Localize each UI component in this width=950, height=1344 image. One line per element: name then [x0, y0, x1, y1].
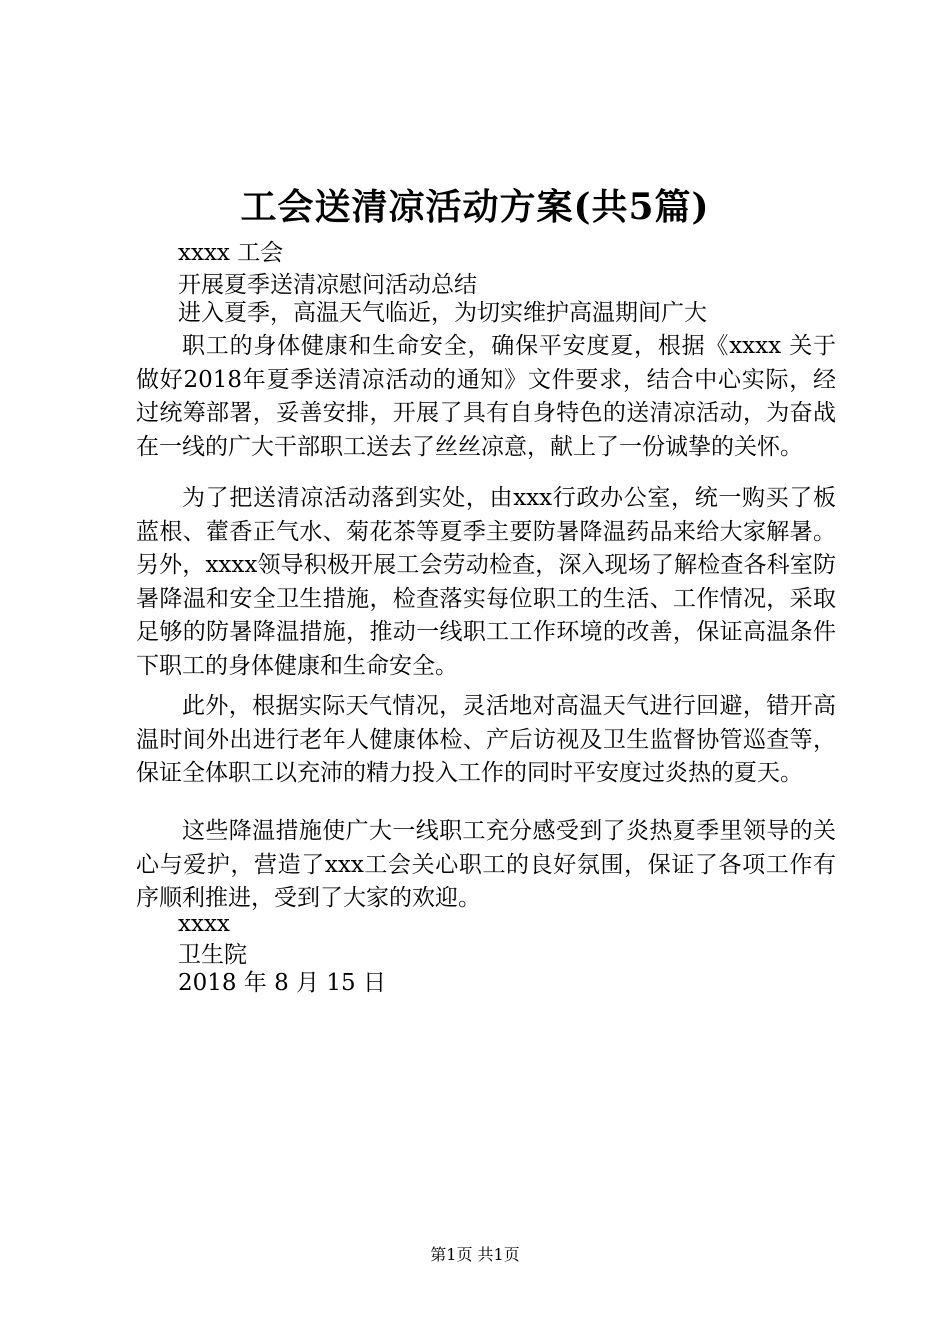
subject-line: 开展夏季送清凉慰问活动总结	[178, 272, 477, 298]
body-paragraph-1: 职工的身体健康和生命安全，确保平安度夏，根据《xxxx 关于做好2018年夏季送清凉活动的通知》文件要求，结合中心实际，经过统筹部署，妥善安排，开展了具有自身特色的送清凉活动，为奋战在一线的广大干部职工送去了丝丝凉意，献上了一份诚挚的关怀。	[136, 333, 836, 460]
intro-line: 进入夏季，高温天气临近，为切实维护高温期间广大	[178, 300, 707, 326]
page-footer: 第1页 共1页	[430, 1245, 520, 1264]
signature-org-line-1: xxxx	[178, 911, 230, 937]
body-paragraph-2: 为了把送清凉活动落到实处，由xxx行政办公室，统一购买了板蓝根、藿香正气水、菊花茶等夏季主要防暑降温药品来给大家解暑。另外，xxxx领导积极开展工会劳动检查，深入现场了解检查各科室防暑降温和安全卫生措施，检查落实每位职工的生活、工作情况，采取足够的防暑降温措施，推动一线职工工作环境的改善，保证高温条件下职工的身体健康和生命安全。	[136, 485, 836, 679]
org-line: xxxx 工会	[178, 240, 284, 266]
document-title: 工会送清凉活动方案(共5篇)	[240, 186, 710, 228]
signature-org-line-2: 卫生院	[178, 942, 247, 968]
signature-date: 2018 年 8 月 15 日	[178, 970, 386, 996]
body-paragraph-4: 这些降温措施使广大一线职工充分感受到了炎热夏季里领导的关心与爱护，营造了xxx工会关心职工的良好氛围，保证了各项工作有序顺利推进，受到了大家的欢迎。	[136, 818, 836, 912]
body-paragraph-3: 此外，根据实际天气情况，灵活地对高温天气进行回避，错开高温时间外出进行老年人健康体检、产后访视及卫生监督协管巡查等，保证全体职工以充沛的精力投入工作的同时平安度过炎热的夏天。	[136, 693, 836, 787]
